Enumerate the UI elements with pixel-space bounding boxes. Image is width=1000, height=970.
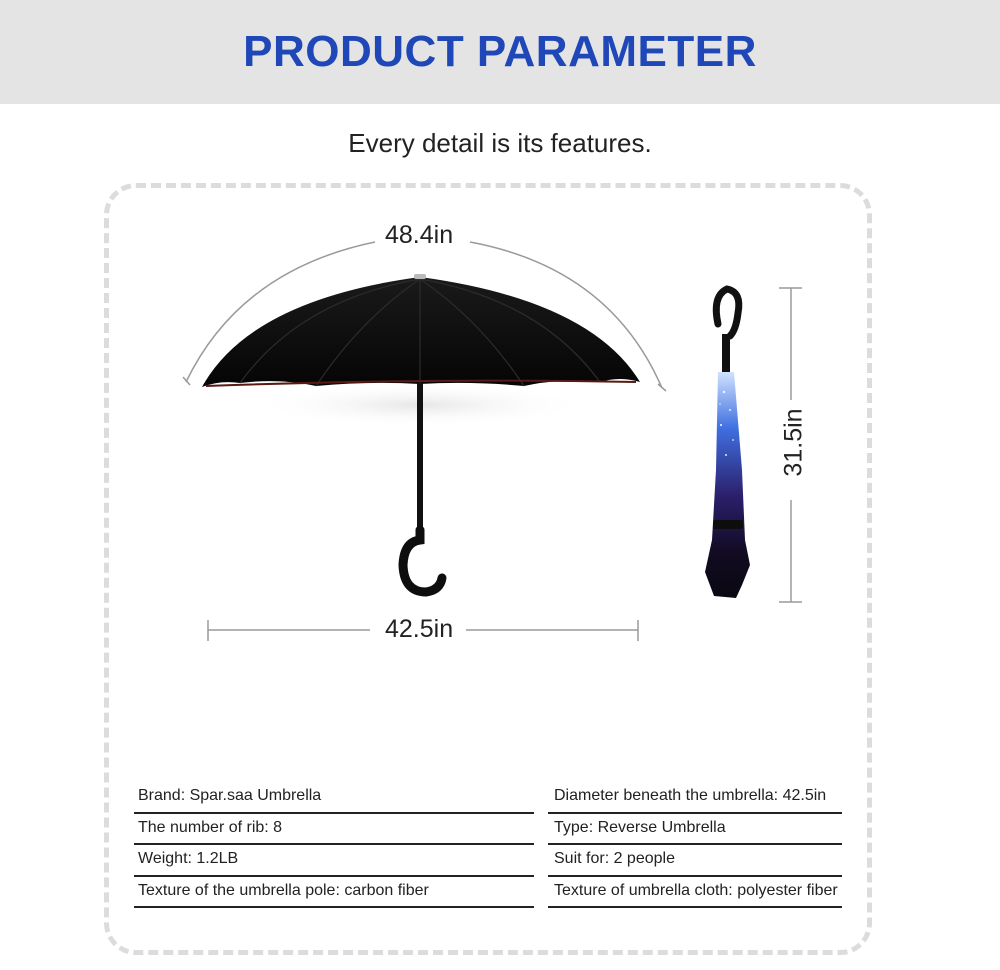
diameter-label: 42.5in <box>385 615 454 643</box>
open-umbrella <box>202 274 640 592</box>
arc-length-label: 48.4in <box>385 221 454 249</box>
page-title: PRODUCT PARAMETER <box>243 27 757 76</box>
spec-type: Type: Reverse Umbrella <box>548 814 842 846</box>
spec-cloth-texture: Texture of umbrella cloth: polyester fiber <box>548 877 842 909</box>
spec-weight: Weight: 1.2LB <box>134 845 534 877</box>
spec-row <box>134 814 842 846</box>
spec-table <box>134 782 842 908</box>
spec-brand: Brand: Spar.saa Umbrella <box>134 782 534 814</box>
spec-suit-for: Suit for: 2 people <box>548 845 842 877</box>
spec-row <box>134 782 842 814</box>
spec-pole-texture: Texture of the umbrella pole: carbon fiber <box>134 877 534 909</box>
folded-length-label: 31.5in <box>779 408 808 477</box>
subtitle: Every detail is its features. <box>348 128 652 158</box>
spec-diameter: Diameter beneath the umbrella: 42.5in <box>548 782 842 814</box>
spec-row <box>134 845 842 877</box>
folded-umbrella <box>705 289 750 598</box>
spec-row <box>134 877 842 909</box>
spec-ribs: The number of rib: 8 <box>134 814 534 846</box>
